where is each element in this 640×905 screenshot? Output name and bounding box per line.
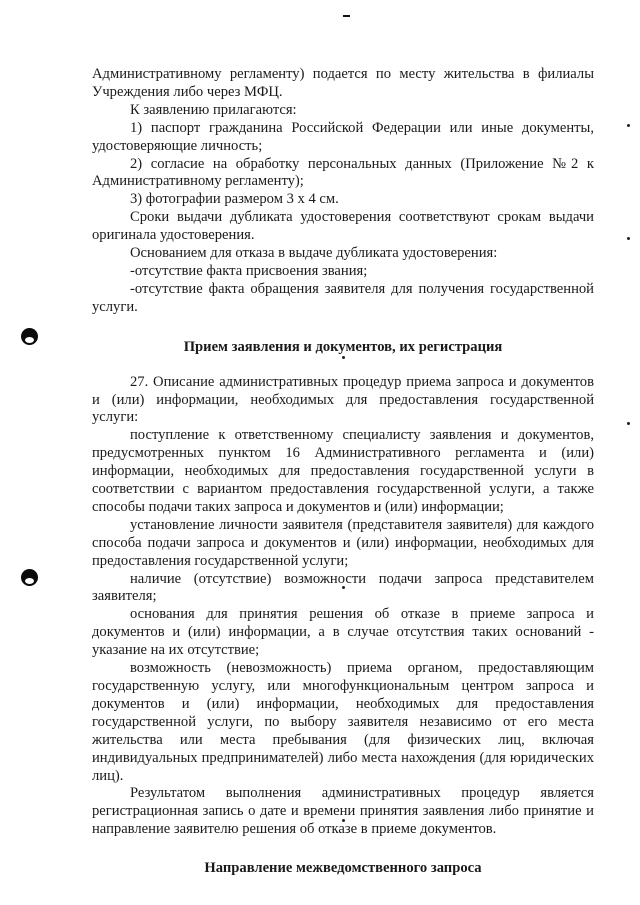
paragraph-representative: наличие (отсутствие) возможности подачи запроса представителем заявителя; xyxy=(92,570,594,605)
paragraph-receipt: поступление к ответственному специалисту заявления и документов, предусмотренных пунктом 16 Административного регламента и (или) информации, необходимых для предоставления государственной услуги в соответствии с вариантом предоставления государственной услуги, а также способы подачи таких запроса и документов и (или) информации; xyxy=(92,427,594,515)
paragraph-27: 27. Описание административных процедур приема запроса и документов и (или) информации, необходимых для предоставления государственной услуги: xyxy=(92,373,594,426)
paragraph-refusal-grounds: основания для принятия решения об отказе в приеме запроса и документов и (или) информации, а в случае отсутствия таких оснований - указание на их отсутствие; xyxy=(92,606,594,659)
paragraph-intro: Административному регламенту) подается по месту жительства в филиалы Учреждения либо через МФЦ. xyxy=(92,66,594,100)
scan-speck xyxy=(627,124,630,127)
section-heading-interagency: Направление межведомственного запроса xyxy=(204,860,482,877)
top-edge-mark xyxy=(343,15,350,17)
paragraph-possibility: возможность (невозможность) приема органом, предоставляющим государственную услугу, или многофункциональным центром запроса и документов и (или) информации, необходимых для предоставления государственной услуги, по выбору заявителя независимо от его места жительства или места пребывания (для физических лиц, включая индивидуальных предпринимателей) либо места нахождения (для юридических лиц). xyxy=(92,660,594,784)
paragraph-result: Результатом выполнения административных процедур является регистрационная запись о дате и времени принятия заявления либо принятие и направление заявителю решения об отказе в приеме документов. xyxy=(92,785,594,838)
punch-hole-bottom xyxy=(21,569,38,586)
paragraph-refusal-basis: Основанием для отказа в выдаче дубликата удостоверения: xyxy=(130,245,498,262)
scan-speck xyxy=(627,422,630,425)
document-body xyxy=(92,66,594,878)
paragraph-deadlines: Сроки выдачи дубликата удостоверения соответствуют срокам выдачи оригинала удостоверения. xyxy=(92,209,594,244)
paragraph-attachments-heading: К заявлению прилагаются: xyxy=(130,101,297,118)
section-heading-reception: Прием заявления и документов, их регистрация xyxy=(183,338,503,355)
list-item-photos: 3) фотографии размером 3 х 4 см. xyxy=(130,191,339,208)
list-item-passport: 1) паспорт гражданина Российской Федерации или иные документы, удостоверяющие личность; xyxy=(92,119,594,154)
list-item-no-request: -отсутствие факта обращения заявителя для получения государственной услуги. xyxy=(92,280,594,315)
list-item-consent: 2) согласие на обработку персональных данных (Приложение №2 к Административному регламенту); xyxy=(92,155,594,190)
scan-speck xyxy=(627,237,630,240)
paragraph-identity: установление личности заявителя (представителя заявителя) для каждого способа подачи запроса и документов и (или) информации, необходимых для предоставления государственной услуги; xyxy=(92,516,594,569)
punch-hole-top xyxy=(21,328,38,345)
list-item-no-title: -отсутствие факта присвоения звания; xyxy=(130,262,368,279)
